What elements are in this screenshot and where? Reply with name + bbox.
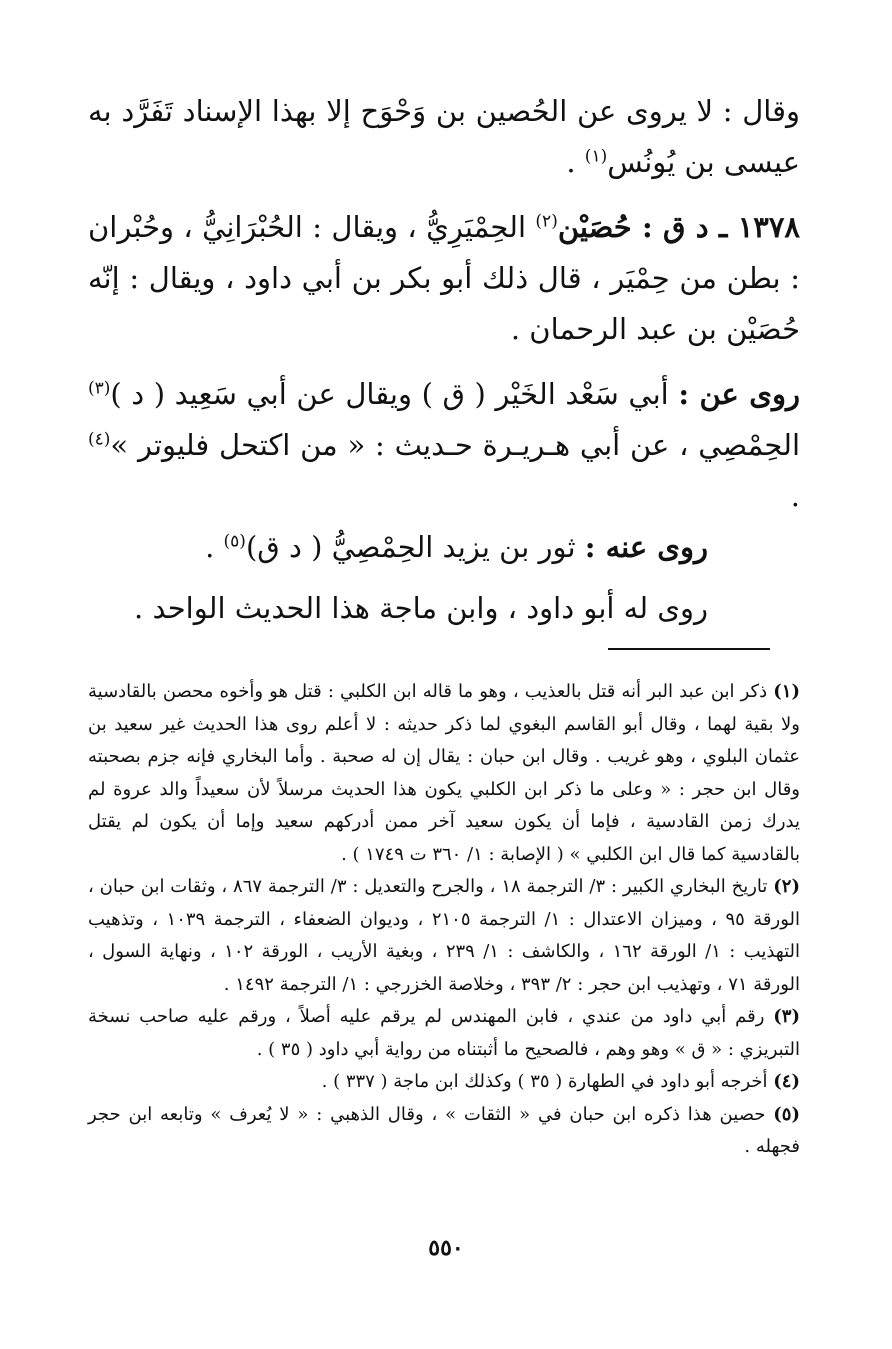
footnote-4 — [88, 1066, 800, 1099]
footnote-text: حصين هذا ذكره ابن حبان في « الثقات » ، وقال الذهبي : « لا يُعرف » وتابعه ابن حجر فجهله . — [88, 1103, 800, 1157]
footnote-ref-1[interactable]: (١) — [584, 146, 608, 167]
narrated-by-text: ثور بن يزيد الحِمْصِيُّ ( د ق) — [245, 530, 585, 564]
page-number: ٥٥٠ — [428, 1235, 464, 1261]
paragraph-narrated-by — [88, 522, 800, 573]
narrated-from-text-a: أبي سَعْد الخَيْر ( ق ) ويقال عن أبي سَعِيد ( د ) — [110, 377, 679, 411]
paragraph-reported-by — [88, 583, 800, 634]
intro-text: وقال : لا يروى عن الحُصين بن وَحْوَح إلا بهذا الإسناد تَفَرَّد به عيسى بن يُونُس — [88, 94, 800, 179]
footnote-ref-2[interactable]: (٢) — [535, 211, 558, 232]
footnote-ref-5[interactable]: (٥) — [223, 531, 246, 552]
footnotes — [88, 676, 800, 1164]
footnote-number: (١) — [773, 681, 800, 702]
narrated-by-label: روى عنه : — [584, 530, 708, 564]
narrated-from-text-b: الحِمْصِي ، عن أبي هـريـرة حـديث : « من اكتحل فليوتر » — [110, 428, 800, 462]
paragraph-intro — [88, 86, 800, 188]
footnote-text: رقم أبي داود من عندي ، فابن المهندس لم يرقم عليه أصلاً ، ورقم عليه صاحب نسخة التبريزي : « ق » وهو وهم ، فالصحيح ما أثبتناه من رواية أبي داود ( ٣٥ ) . — [88, 1006, 800, 1060]
footnote-text: ذكر ابن عبد البر أنه قتل بالعذيب ، وهو ما قاله ابن الكلبي : قتل هو وأخوه محصن بالقادسية ولا بقية لهما ، وقال أبو القاسم البغوي لما ذكر حديثه : لا أعلم روى هذا الحديث غير سعيد بن عثمان البلوي ، وهو غريب . وقال ابن حبان : يقال إن له صحبة . وأما البخاري فإنه جزم بصحبته وقال ابن حجر : « وعلى ما ذكر ابن الكلبي يكون هذا الحديث مرسلاً لأن سعيداً والد عروة لم يدرك زمن القادسية ، فإما أن يكون سعيد آخر ممن أدركهم سعيد وإما أن يكون لم يقتل بالقادسية كما قال ابن الكلبي » ( الإصابة : ١/ ٣٦٠ ت ١٧٤٩ ) . — [88, 681, 800, 865]
reported-by-text: روى له أبو داود ، وابن ماجة هذا الحديث الواحد . — [134, 591, 708, 625]
footnote-3 — [88, 1001, 800, 1066]
footnote-text: أخرجه أبو داود في الطهارة ( ٣٥ ) وكذلك ابن ماجة ( ٣٣٧ ) . — [321, 1071, 768, 1092]
main-text — [88, 86, 800, 634]
narrated-from-label: روى عن : — [678, 377, 801, 411]
footnote-ref-3[interactable]: (٣) — [88, 378, 111, 399]
footnote-separator — [608, 648, 770, 650]
footnote-5 — [88, 1099, 800, 1164]
narrated-by-end: . — [205, 530, 224, 564]
entry-heading: ١٣٧٨ ـ د ق : حُصَيْن — [557, 210, 800, 244]
intro-end: . — [566, 145, 585, 179]
footnote-2 — [88, 871, 800, 1001]
narrated-from-end: . — [790, 479, 800, 513]
footnote-ref-4[interactable]: (٤) — [88, 429, 111, 450]
footnote-number: (٣) — [773, 1006, 800, 1027]
footnote-number: (٢) — [773, 876, 800, 897]
paragraph-entry-1378 — [88, 202, 800, 355]
paragraph-narrated-from — [88, 369, 800, 522]
footnote-1 — [88, 676, 800, 871]
footnote-text: تاريخ البخاري الكبير : ٣/ الترجمة ١٨ ، والجرح والتعديل : ٣/ الترجمة ٨٦٧ ، وثقات ابن حبان ، الورقة ٩٥ ، وميزان الاعتدال : ١/ الترجمة ٢١٠٥ ، وديوان الضعفاء ، الترجمة ١٠٣٩ ، وتذهيب التهذيب : ١/ الورقة ١٦٢ ، والكاشف : ١/ ٢٣٩ ، وبغية الأريب ، الورقة ١٠٢ ، ونهاية السول ، الورقة ٧١ ، وتهذيب ابن حجر : ٢/ ٣٩٣ ، وخلاصة الخزرجي : ١/ الترجمة ١٤٩٢ . — [88, 876, 801, 995]
entry-text: الحِمْيَرِيُّ ، ويقال : الحُبْرَانِيُّ ، وحُبْران : بطن من حِمْيَر ، قال ذلك أبو بكر بن أبي داود ، ويقال : إنّه حُصَيْن بن عبد الرحمان . — [88, 210, 800, 346]
footnote-number: (٤) — [773, 1071, 800, 1092]
footnote-number: (٥) — [773, 1103, 800, 1125]
